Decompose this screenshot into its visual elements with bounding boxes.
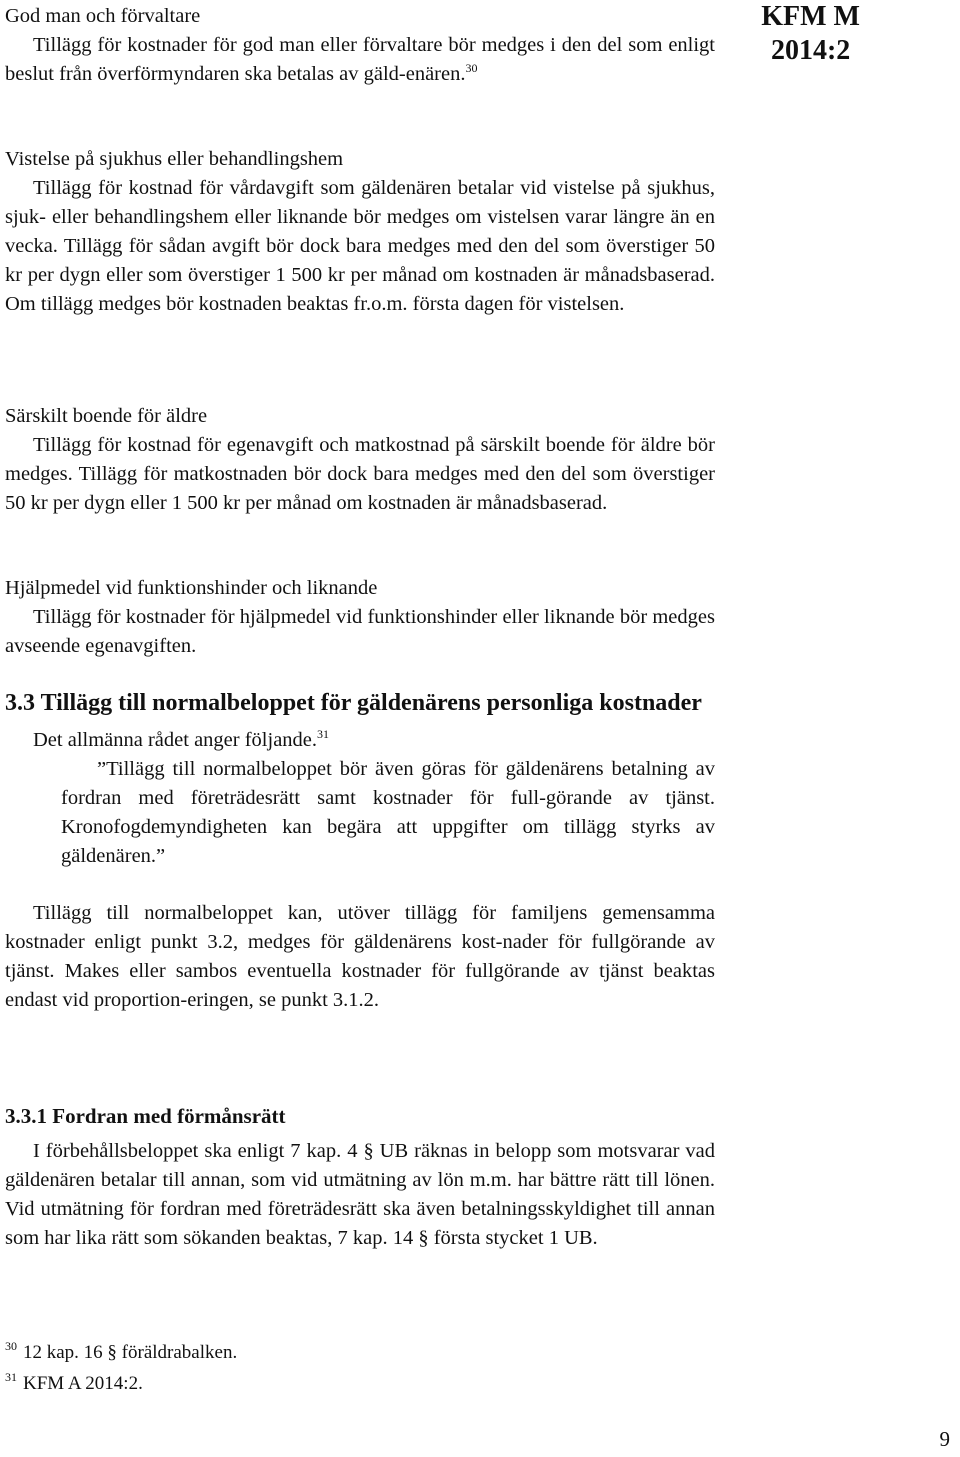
footnote (5, 1365, 237, 1396)
document-id-line1: KFM M (761, 1, 860, 32)
footnote-number: 31 (5, 1370, 17, 1384)
section-heading: 3.3 Tillägg till normalbeloppet för gäldenärens personliga kostnader (5, 690, 702, 716)
section-heading: 3.3.1 Fordran med förmånsrätt (5, 1104, 286, 1128)
page-number: 9 (939, 1427, 950, 1451)
section-3-3-1 (5, 1102, 715, 1253)
section-boende (5, 402, 715, 518)
paragraph: Tillägg för kostnad för egenavgift och matkostnad på särskilt boende för äldre bör medges. Tillägg för matkostnaden bör dock bara medges med den del som överstiger 50 kr per dygn eller 1 500 kr per månad om kostnaden är månadsbaserad. (5, 434, 715, 514)
paragraph (5, 31, 715, 89)
footnotes (5, 1334, 237, 1396)
paragraph: Tillägg för kostnader för hjälpmedel vid funktionshinder eller liknande bör medges avseende egenavgiften. (5, 606, 715, 657)
footnote-text: 12 kap. 16 § föräldrabalken. (23, 1342, 238, 1363)
paragraph: Tillägg till normalbeloppet kan, utöver tillägg för familjens gemensamma kostnader enligt punkt 3.2, medges för gäldenärens kost-nader för fullgörande av tjänst. Makes eller sambos eventuella kostnader för fullgörande av tjänst beaktas endast vid proportion-eringen, se punkt 3.1.2. (5, 902, 715, 1011)
section-heading: Hjälpmedel vid funktionshinder och liknande (5, 577, 378, 599)
section-god-man (5, 2, 715, 89)
document-id-line2: 2014:2 (770, 35, 851, 66)
footnote-number: 30 (5, 1339, 17, 1353)
section-hjalpmedel (5, 574, 715, 661)
paragraph: I förbehållsbeloppet ska enligt 7 kap. 4 § UB räknas in belopp som motsvarar vad gäldenären betalar till annan, som vid utmätning av lön m.m. har bättre rätt till lönen. Vid utmätning för fordran med företrädesrätt ska även betalningsskyldighet till annan som har lika rätt som sökanden beaktas, 7 kap. 14 § första stycket 1 UB. (5, 1140, 715, 1249)
footnote-ref: 31 (317, 727, 330, 741)
section-vistelse (5, 145, 715, 319)
footnote (5, 1334, 237, 1365)
section-heading: Särskilt boende för äldre (5, 405, 208, 427)
footnote-ref: 30 (465, 61, 478, 75)
quote-text: ”Tillägg till normalbeloppet bör även göras för gäldenärens betalning av fordran med företrädesrätt samt kostnader för full-görande av tjänst. Kronofogdemyndigheten kan begära att uppgifter om tillägg styrks av gäldenären.” (61, 758, 715, 867)
document-id (761, 0, 860, 68)
paragraph-text: Tillägg för kostnader för god man eller förvaltare bör medges i den del som enligt beslut från överförmyndaren ska betalas av gäld-enären. (5, 34, 715, 85)
paragraph-intro (5, 726, 715, 755)
section-3-3 (5, 688, 715, 1015)
paragraph-text: Det allmänna rådet anger följande. (33, 729, 318, 751)
footnote-text: KFM A 2014:2. (23, 1373, 143, 1394)
section-heading: Vistelse på sjukhus eller behandlingshem (5, 148, 344, 170)
advice-quote (61, 755, 715, 871)
section-heading: God man och förvaltare (5, 5, 201, 27)
paragraph: Tillägg för kostnad för vårdavgift som gäldenären betalar vid vistelse på sjukhus, sjuk- eller behandlingshem eller liknande bör medges om vistelsen varar längre än en vecka. Tillägg för sådan avgift bör dock bara medges med den del som överstiger 50 kr per dygn eller som överstiger 1 500 kr per månad om kostnaden är månadsbaserad. Om tillägg medges bör kostnaden beaktas fr.o.m. första dagen för vistelsen. (5, 177, 715, 315)
